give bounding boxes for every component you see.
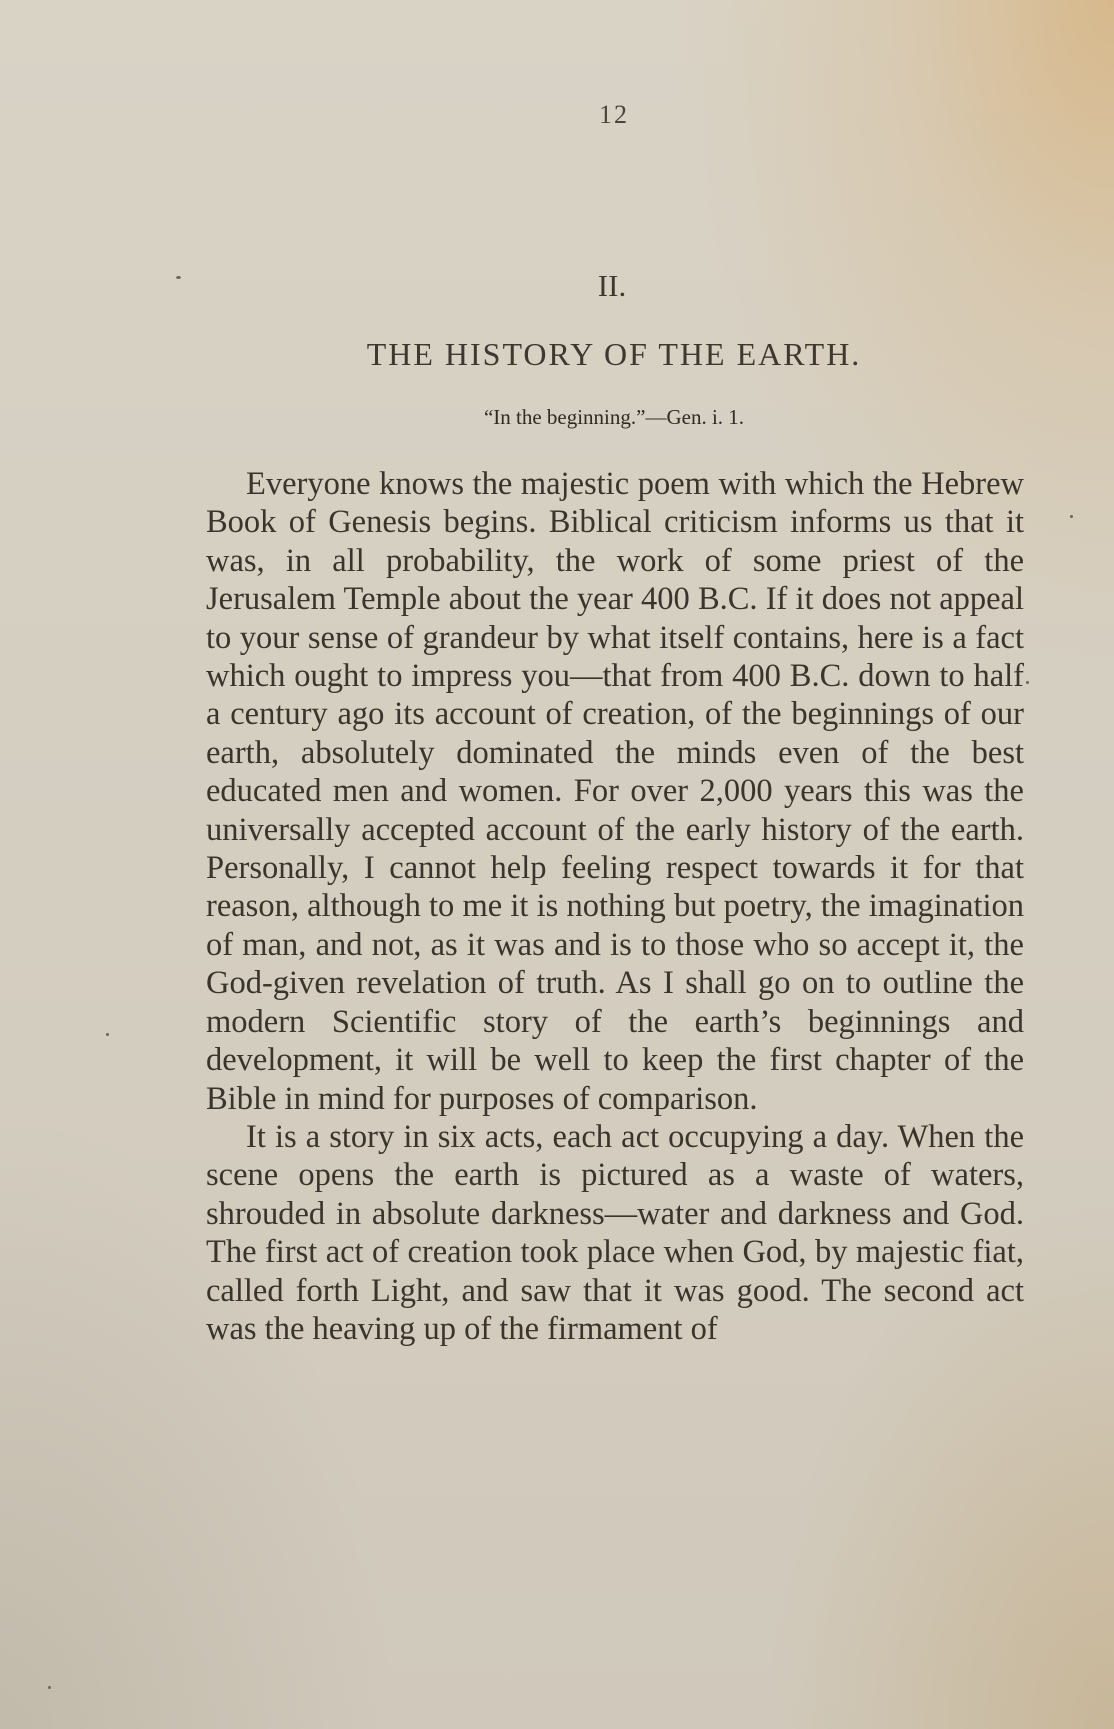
chapter-title: THE HISTORY OF THE EARTH. bbox=[366, 336, 862, 372]
epigraph: “In the beginning.”—Gen. i. 1. bbox=[483, 405, 745, 429]
paragraph-1: Everyone knows the majestic poem with which the Hebrew Book of Genesis begins. Biblical criticism informs us that it was, in all probability, the work of some priest of the Jerusalem Temple about the year 400 B.C. If it does not appeal to your sense of grandeur by what itself contains, here is a fact which ought to impress you—that from 400 B.C. down to half a century ago its account of creation, of the beginnings of our earth, absolutely dominated the minds even of the best educated men and women. For over 2,000 years this was the universally accepted account of the early history of the earth. Personally, I cannot help feeling respect towards it for that reason, although to me it is nothing but poetry, the imagination of man, and not, as it was and is to those who so accept it, the God-given revelation of truth. As I shall go on to outline the modern Scientific story of the earth’s beginnings and development, it will be well to keep the first chapter of the Bible in mind for purposes of comparison. bbox=[206, 466, 1024, 1117]
paper-speck bbox=[1026, 681, 1029, 684]
paper-speck bbox=[1070, 515, 1073, 518]
paper-speck bbox=[176, 276, 181, 279]
chapter-number: II. bbox=[597, 268, 627, 303]
body-text bbox=[206, 465, 1024, 1348]
paper-speck bbox=[106, 1033, 109, 1036]
page-number: 12 bbox=[599, 100, 629, 129]
paragraph-2: It is a story in six acts, each act occupying a day. When the scene opens the earth is pictured as a waste of waters, shrouded in absolute darkness—water and darkness and God. The first act of creation took place when God, by majestic fiat, called forth Light, and saw that it was good. The second act was the heaving up of the firmament of bbox=[206, 1118, 1024, 1347]
paper-speck bbox=[48, 1686, 51, 1689]
